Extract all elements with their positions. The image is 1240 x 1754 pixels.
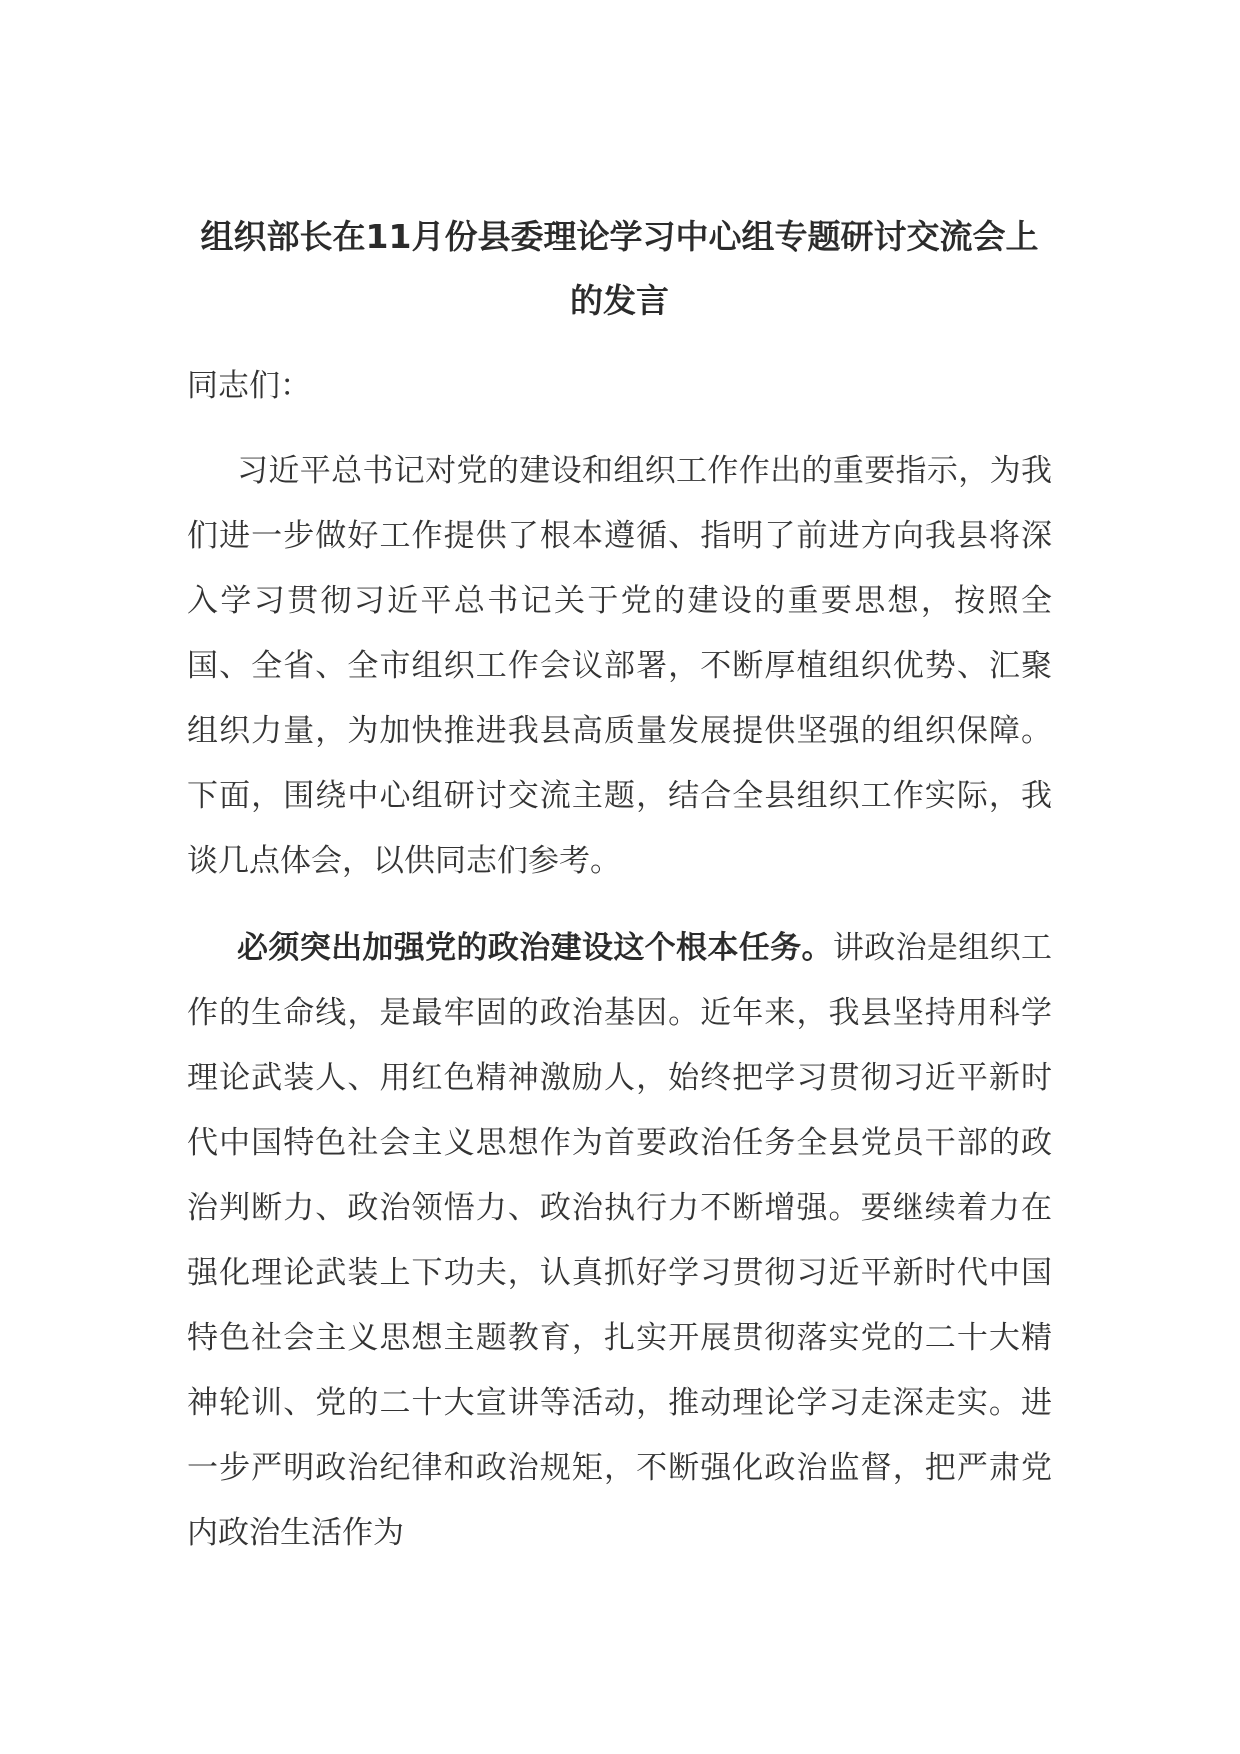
section-heading: 必须突出加强党的政治建设这个根本任务。 <box>237 930 833 966</box>
document-title: 组织部长在11月份县委理论学习中心组专题研讨交流会上的发言 <box>200 217 1039 320</box>
greeting: 同志们： <box>187 368 311 404</box>
section-body: 讲政治是组织工作的生命线，是最牢固的政治基因。近年来，我县坚持用科学理论武装人、用红色精神激励人，始终把学习贯彻习近平新时代中国特色社会主义思想作为首要政治任务全县党员干部的政治判断力、政治领悟力、政治执行力不断增强。要继续着力在强化理论武装上下功夫，认真抓好学习贯彻习近平新时代中国特色社会主义思想主题教育，扎实开展贯彻落实党的二十大精神轮训、党的二十大宣讲等活动，推动理论学习走深走实。进一步严明政治纪律和政治规矩，不断强化政治监督，把严肃党内政治生活作为 <box>187 930 1053 1551</box>
document-page <box>187 205 1052 1566</box>
paragraph-intro: 习近平总书记对党的建设和组织工作作出的重要指示，为我们进一步做好工作提供了根本遵循、指明了前进方向我县将深入学习贯彻习近平总书记关于党的建设的重要思想，按照全国、全省、全市组织工作会议部署，不断厚植组织优势、汇聚组织力量，为加快推进我县高质量发展提供坚强的组织保障。下面，围绕中心组研讨交流主题，结合全县组织工作实际，我谈几点体会，以供同志们参考。 <box>187 453 1052 879</box>
paragraph-political-building <box>187 916 1052 1566</box>
